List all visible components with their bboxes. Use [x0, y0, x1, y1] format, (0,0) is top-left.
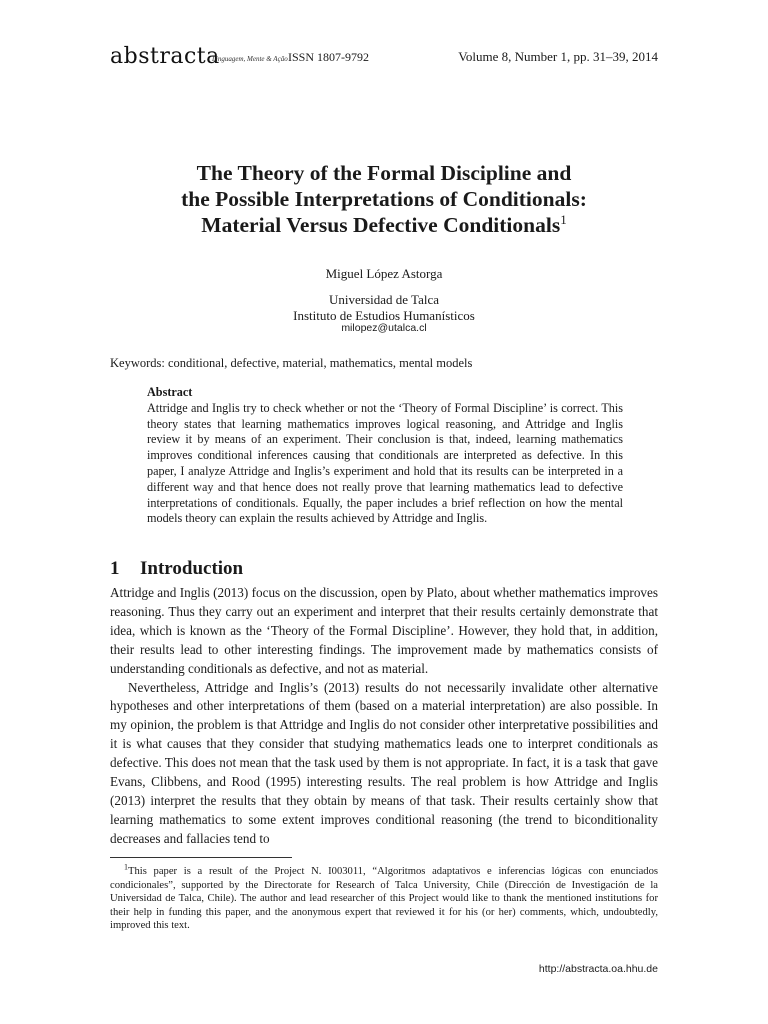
- journal-logo-subtitle: Linguagem, Mente & Ação: [212, 55, 288, 63]
- footer-url[interactable]: http://abstracta.oa.hhu.de: [538, 963, 658, 975]
- section-heading: [110, 558, 658, 580]
- paper-title: [110, 160, 658, 238]
- footnote-divider: [110, 857, 292, 858]
- footnote-mark: 1: [124, 862, 128, 872]
- author-name: Miguel López Astorga: [325, 266, 443, 281]
- title-line-3-text: Material Versus Defective Conditionals: [201, 213, 561, 237]
- keywords: Keywords: conditional, defective, material, mathematics, mental models: [110, 356, 473, 370]
- abstract: [147, 385, 623, 527]
- footnote-text: This paper is a result of the Project N. I003011, “Algoritmos adaptativos e inferencias lógicas con enunciados condicionales”, supported by the Directorate for Research of Talca University, Chile (Dirección de Investigación de la Universidad de Talca, Chile). The author and lead researcher of this Project would like to thank the mentioned institutions for their help in funding this paper, and the anonymous expert that reviewed it for his (or her) comments, which, undoubtedly, improved this text.: [110, 866, 658, 932]
- volume-info: Volume 8, Number 1, pp. 31–39, 2014: [458, 49, 658, 64]
- body-text: [110, 584, 658, 849]
- title-line-2: the Possible Interpretations of Conditionals:: [181, 187, 587, 211]
- abstract-text: Attridge and Inglis try to check whether or not the ‘Theory of Formal Discipline’ is correct. This theory states that learning mathematics improves logical reasoning, and Attridge and Inglis review it by means of an experiment. Their conclusion is that, indeed, learning mathematics improves conditional inferences causing that conditionals are interpreted as defective. In this paper, I analyze Attridge and Inglis’s experiment and hold that its results can be interpreted in a different way and that hence does not really prove that learning mathematics lead to defective interpretations of conditionals. Equally, the paper includes a brief reflection on how the mental models theory can explain the results achieved by Attridge and Inglis.: [147, 400, 623, 526]
- page-header: [110, 44, 658, 74]
- title-line-3: [110, 212, 658, 238]
- paragraph-1: Attridge and Inglis (2013) focus on the discussion, open by Plato, about whether mathematics improves reasoning. Thus they carry out an experiment and interpret that their results certainly demonstrate that idea, which is known as the ‘Theory of the Formal Discipline’. However, they hold that, in addition, their results lead to other interesting findings. The improvement made by mathematics consists of understanding conditionals as defective, and not as material.: [110, 585, 658, 676]
- paragraph-2: Nevertheless, Attridge and Inglis’s (2013) results do not necessarily invalidate other alternative hypotheses and other interpretations of them (based on a material interpretation) are also possible. In my opinion, the problem is that Attridge and Inglis do not consider other interpretative possibilities and it is what causes that they consider that studying mathematics leads one to interpret conditionals as defective. This does not mean that the task used by them is not appropriate. In fact, it is a task that gave Evans, Clibbens, and Rood (1995) interesting results. The real problem is how Attridge and Inglis (2013) interpret the results that they obtain by means of that task. Their results certainly show that learning mathematics to some extent improves conditional reasoning (the trend to biconditionality decreases and fallacies tend to: [110, 679, 658, 846]
- title-footnote-mark[interactable]: 1: [560, 211, 567, 227]
- title-line-1: The Theory of the Formal Discipline and: [196, 161, 572, 185]
- institute: Instituto de Estudios Humanísticos: [293, 308, 475, 323]
- footnote: [110, 862, 658, 933]
- section-number: 1: [110, 558, 120, 579]
- issn: ISSN 1807-9792: [288, 50, 370, 64]
- journal-logo: abstracta: [110, 44, 220, 69]
- university: Universidad de Talca: [328, 292, 440, 307]
- section-title: Introduction: [140, 558, 244, 579]
- author-email[interactable]: milopez@utalca.cl: [341, 322, 427, 334]
- affiliation: [110, 292, 658, 324]
- abstract-heading: Abstract: [147, 385, 193, 399]
